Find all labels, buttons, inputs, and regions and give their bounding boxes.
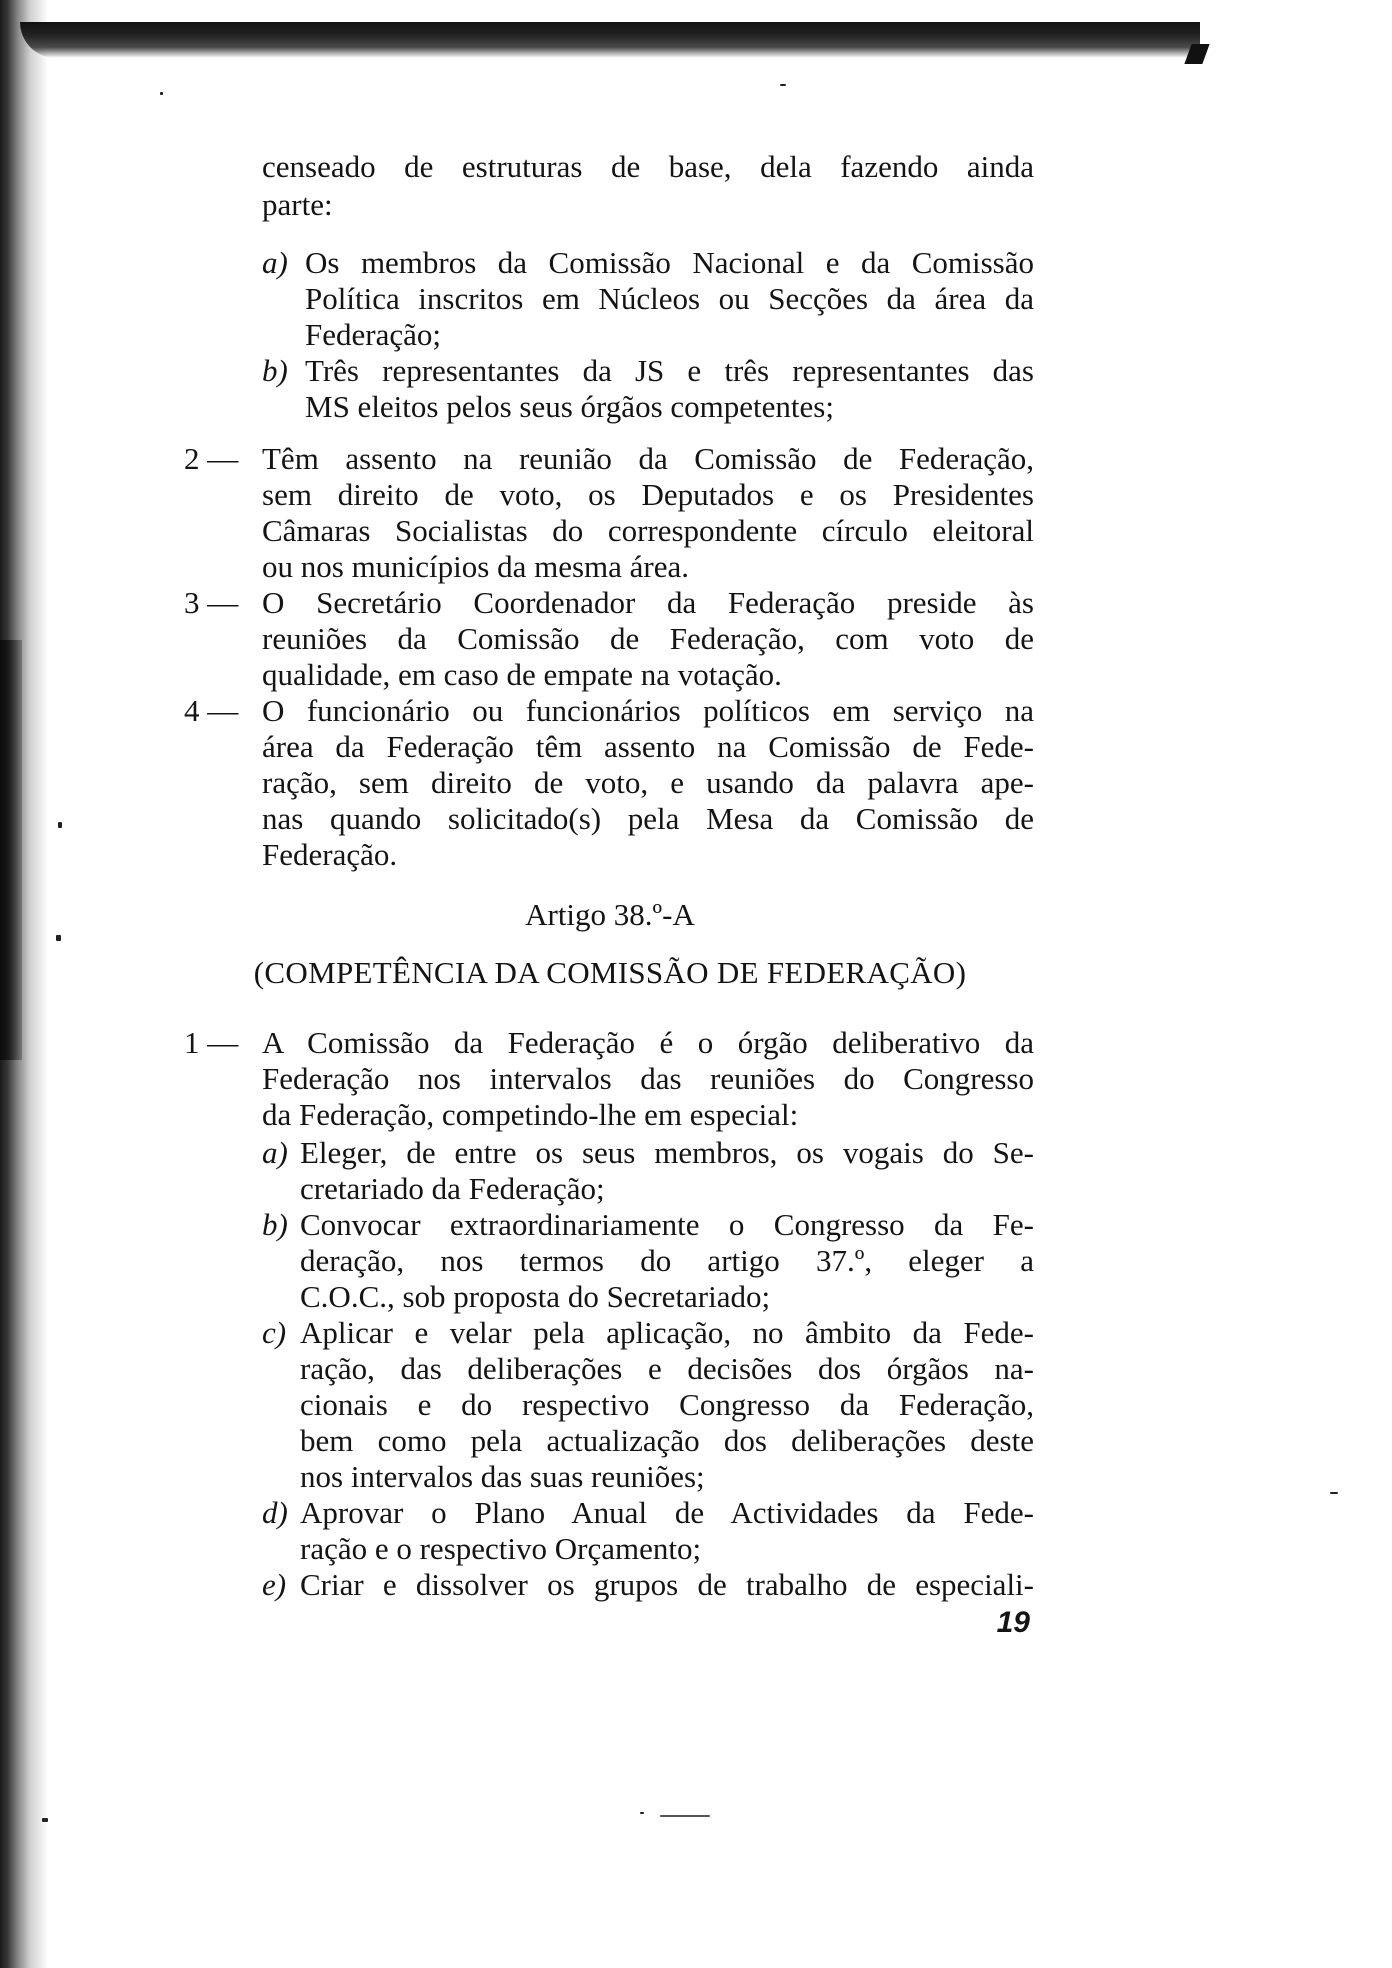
item-line: cionais e do respectivo Congresso da Federação, <box>300 1387 1034 1422</box>
item-line: nos intervalos das suas reuniões; <box>300 1459 705 1494</box>
paragraph-number: 3 — <box>184 585 239 620</box>
article-title: Artigo 38.º-A <box>525 897 695 932</box>
item-marker: a) <box>262 1135 288 1170</box>
item-line: MS eleitos pelos seus órgãos competentes; <box>305 389 834 424</box>
item-marker: e) <box>262 1567 287 1602</box>
item-marker: a) <box>262 245 288 280</box>
item-marker: d) <box>262 1495 288 1530</box>
item-marker: c) <box>262 1315 287 1350</box>
paragraph-line: Câmaras Socialistas do correspondente círculo eleitoral <box>262 513 1034 548</box>
paragraph-number: 4 — <box>184 693 239 728</box>
paragraph-line: Federação. <box>262 837 398 872</box>
page-number: 19 <box>996 1606 1030 1639</box>
item-line: Criar e dissolver os grupos de trabalho de especiali- <box>300 1567 1034 1602</box>
item-line: deração, nos termos do artigo 37.º, eleger a <box>300 1243 1034 1278</box>
paragraph-line: da Federação, competindo-lhe em especial: <box>262 1097 799 1132</box>
paragraph-line: Têm assento na reunião da Comissão de Federação, <box>262 441 1034 476</box>
item-marker: b) <box>262 1207 288 1242</box>
item-line: bem como pela actualização dos deliberações deste <box>300 1423 1034 1458</box>
paragraph-line: O funcionário ou funcionários políticos em serviço na <box>262 693 1034 728</box>
paragraph-line: ração, sem direito de voto, e usando da palavra ape- <box>262 765 1034 800</box>
item-marker: b) <box>262 353 288 388</box>
item-line: ração, das deliberações e decisões dos órgãos na- <box>300 1351 1034 1386</box>
paragraph-line: ou nos municípios da mesma área. <box>262 549 690 584</box>
item-line: Aplicar e velar pela aplicação, no âmbito da Fede- <box>300 1315 1034 1350</box>
paragraph-line: reuniões da Comissão de Federação, com voto de <box>262 621 1034 656</box>
item-line: ração e o respectivo Orçamento; <box>300 1531 702 1566</box>
paragraph-line: A Comissão da Federação é o órgão deliberativo da <box>262 1025 1034 1060</box>
intro-line: parte: <box>262 187 333 222</box>
paragraph-line: sem direito de voto, os Deputados e os Presidentes <box>262 477 1034 512</box>
paragraph-line: nas quando solicitado(s) pela Mesa da Comissão de <box>262 801 1034 836</box>
item-line: Eleger, de entre os seus membros, os vogais do Se- <box>300 1135 1034 1170</box>
article-heading: (COMPETÊNCIA DA COMISSÃO DE FEDERAÇÃO) <box>253 955 967 990</box>
paragraph-number: 1 — <box>184 1025 239 1060</box>
item-line: cretariado da Federação; <box>300 1171 605 1206</box>
intro-line: censeado de estruturas de base, dela fazendo ainda <box>262 149 1034 184</box>
paragraph-number: 2 — <box>184 441 239 476</box>
item-line: C.O.C., sob proposta do Secretariado; <box>300 1279 771 1314</box>
paragraph-line: O Secretário Coordenador da Federação preside às <box>262 585 1034 620</box>
item-line: Os membros da Comissão Nacional e da Comissão <box>305 245 1034 280</box>
paragraph-line: Federação nos intervalos das reuniões do Congresso <box>262 1061 1034 1096</box>
paragraph-line: área da Federação têm assento na Comissão de Fede- <box>262 729 1034 764</box>
item-line: Política inscritos em Núcleos ou Secções da área da <box>305 281 1034 316</box>
paragraph-line: qualidade, em caso de empate na votação. <box>262 657 782 692</box>
item-line: Convocar extraordinariamente o Congresso da Fe- <box>300 1207 1034 1242</box>
item-line: Aprovar o Plano Anual de Actividades da Fede- <box>300 1495 1034 1530</box>
item-line: Federação; <box>305 317 441 352</box>
item-line: Três representantes da JS e três representantes das <box>305 353 1034 388</box>
